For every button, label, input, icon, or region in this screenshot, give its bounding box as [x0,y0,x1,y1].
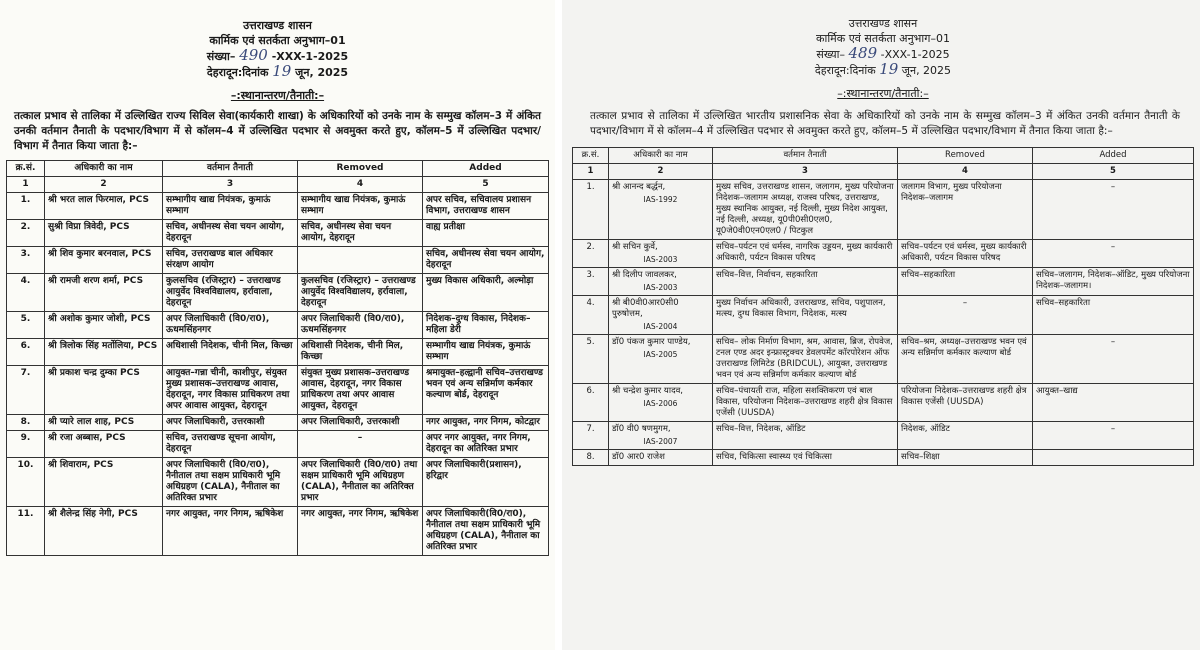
row-officer-name-text: श्री प्यारे लाल शाह, PCS [48,417,135,427]
row-removed [898,384,1033,422]
row-added [1033,450,1194,466]
row-officer-name [45,507,163,556]
row-serial-text: 2. [20,222,31,232]
row-serial-text: 4. [586,298,595,308]
header-block [6,18,549,80]
column-number-row [7,177,549,193]
row-officer-name [45,415,163,431]
row-batch: IAS-2005 [643,350,678,359]
col-header: Removed [298,161,423,177]
department: कार्मिक एवं सतर्कता अनुभाग–01 [816,32,950,45]
row-removed-text: सचिव–सहकारिता [901,270,956,280]
transfer-table [6,160,549,556]
row-added [423,339,549,366]
row-removed [298,339,423,366]
date-line [6,64,549,80]
row-officer-name [609,450,713,466]
table-row [573,450,1194,466]
date-handwritten-day: 19 [272,62,292,80]
row-officer-name [609,422,713,450]
row-serial-text: 9. [20,433,31,443]
row-serial-text: 6. [20,341,31,351]
row-serial [7,339,45,366]
row-serial-text: 5. [586,337,595,347]
table-row [7,220,549,247]
row-removed [298,274,423,312]
row-removed [898,296,1033,335]
row-serial [7,366,45,415]
row-current-posting-text: नगर आयुक्त, नगर निगम, ऋषिकेश [166,509,284,519]
date-suffix: जून, 2025 [901,64,952,77]
row-added [423,193,549,220]
row-officer-name-text: श्री चन्द्रेश कुमार यादव, [612,386,684,396]
row-added [1033,384,1194,422]
row-current-posting-text: सचिव–पंचायती राज, महिला सशक्तिकरण एवं बाल विकास, परियोजना निदेशक–उत्तराखण्ड शहरी क्षेत्र विकास एजेंसी (UUSDA) [716,386,893,418]
table-row [7,274,549,312]
row-serial-text: 1. [586,182,595,192]
row-officer-name-text: श्री त्रिलोक सिंह मर्तोलिया, PCS [48,341,158,351]
col-number: 2 [45,177,163,193]
row-current-posting [713,296,898,335]
row-current-posting-text: सचिव, उत्तराखण्ड बाल अधिकार संरक्षण आयोग [166,249,273,270]
row-serial-text: 11. [17,509,34,519]
date-prefix: देहरादून:दिनांक [206,66,269,79]
row-removed-text: सचिव, अधीनस्थ सेवा चयन आयोग, देहरादून [301,222,392,243]
row-serial [7,247,45,274]
subject-line: –:स्थानान्तरण/तैनाती:– [837,87,929,100]
row-serial-text: 8. [20,417,31,427]
row-serial [7,431,45,458]
row-removed [898,240,1033,268]
col-header: वर्तमान तैनाती [163,161,298,177]
row-serial-text: 8. [586,452,595,462]
row-current-posting [163,458,298,507]
table-row [7,431,549,458]
row-removed-text: कुलसचिव (रजिस्ट्रार) – उत्तराखण्ड आयुर्वेद विश्वविद्यालय, हर्रावाला, देहरादून [301,276,416,308]
row-officer-name [609,180,713,240]
subject-line: –:स्थानान्तरण/तैनाती:– [230,89,325,102]
row-added [1033,335,1194,384]
row-removed [898,422,1033,450]
table-header-row [573,148,1194,164]
row-serial [573,384,609,422]
row-officer-name [45,193,163,220]
row-removed [898,180,1033,240]
row-serial [573,268,609,296]
row-current-posting [163,220,298,247]
row-added-text: सचिव–सहकारिता [1036,298,1091,308]
row-batch: IAS-2004 [643,322,678,331]
row-current-posting [713,335,898,384]
row-current-posting [713,268,898,296]
row-officer-name [45,431,163,458]
table-header-row [7,161,549,177]
row-officer-name-text: श्री अशोक कुमार जोशी, PCS [48,314,151,324]
row-serial-text: 7. [20,368,31,378]
row-current-posting-text: सचिव–वित्त, निर्वाचन, सहकारिता [716,270,818,280]
row-serial-text: 3. [586,270,595,280]
column-number-row [573,164,1194,180]
intro-paragraph: तत्काल प्रभाव से तालिका में उल्लिखित भारतीय प्रशासनिक सेवा के अधिकारियों को उनके नाम के सम्मुख कॉलम–3 में अंकित उनकी वर्तमान तैनाती के पदभार/विभाग में से कॉलम–4 में उल्लिखित पदभार से अवमुक्त करते हुए, कॉलम–5 में उल्लिखित पदभार/विभाग में तैनात किया जाता है:– [590,110,1180,137]
col-number: 2 [609,164,713,180]
row-current-posting-text: अपर जिलाधिकारी (वि0/रा0), नैनीताल तथा सक्षम प्राधिकारी भूमि अधिग्रहण (CALA), नैनीताल का अतिरिक्त प्रभार [166,460,281,503]
row-current-posting [163,247,298,274]
table-row [573,384,1194,422]
col-number: 5 [1033,164,1194,180]
row-current-posting-text: सचिव– लोक निर्माण विभाग, श्रम, आवास, ब्रिज, रोपवेज, टनल एण्ड अदर इन्फ्रास्ट्रक्चर डेवलपमेंट कॉरपोरेशन ऑफ उत्तराखण्ड लिमिटेड (BRIDCUL), आयुक्त, उत्तराखण्ड भवन एवं अन्य सन्निर्माण कर्मकार कल्याण बोर्ड [716,337,893,380]
row-current-posting [163,312,298,339]
row-serial-text: 6. [586,386,595,396]
row-added [1033,422,1194,450]
col-header: Added [1033,148,1194,164]
intro-paragraph: तत्काल प्रभाव से तालिका में उल्लिखित राज्य सिविल सेवा(कार्यकारी शाखा) के अधिकारियों को उनके नाम के सम्मुख कॉलम–3 में अंकित उनकी वर्तमान तैनाती के पदभार/विभाग में से कॉलम–4 में उल्लिखित पदभार से अवमुक्त करते हुए, कॉलम–5 में उल्लिखित पदभार/विभाग में तैनात किया जाता है:– [14,110,541,152]
row-current-posting [163,274,298,312]
table-row [573,268,1194,296]
row-current-posting [713,180,898,240]
row-officer-name-text: श्री रजा अब्बास, PCS [48,433,126,443]
row-added-text: अपर जिलाधिकारी(वि0/रा0), नैनीताल तथा सक्षम प्राधिकारी भूमि अधिग्रहण (CALA), नैनीताल का अतिरिक्त प्रभार [426,509,541,552]
row-serial-text: 7. [586,424,595,434]
col-header: क्र.सं. [573,148,609,164]
col-header: अधिकारी का नाम [45,161,163,177]
row-current-posting-text: सचिव–पर्यटन एवं धर्मस्व, नागरिक उड्डयन, मुख्य कार्यकारी अधिकारी, पर्यटन विकास परिषद [716,242,893,263]
row-added-text: – [1110,337,1116,347]
row-removed [898,335,1033,384]
date-line [572,62,1194,78]
row-serial-text: 3. [20,249,31,259]
row-serial-text: 5. [20,314,31,324]
row-removed-text: निदेशक, ऑडिट [901,424,950,434]
row-added [423,507,549,556]
row-serial-text: 4. [20,276,31,286]
ref-prefix: संख्या– [816,48,845,61]
row-removed-text: संयुक्त मुख्य प्रशासक–उत्तराखण्ड आवास, देहरादून, नगर विकास प्राधिकरण तथा अपर आवास आयुक्त, देहरादून [301,368,410,411]
row-removed-text: अपर जिलाधिकारी, उत्तरकाशी [301,417,400,427]
date-suffix: जून, 2025 [295,66,349,79]
row-added [423,312,549,339]
col-number: 4 [298,177,423,193]
row-added-text: मुख्य विकास अधिकारी, अल्मोड़ा [426,276,534,286]
row-added-text: सचिव–जलागम, निदेशक–ऑडिट, मुख्य परियोजना निदेशक–जलागम। [1036,270,1190,291]
ref-handwritten-number: 489 [848,44,878,62]
row-removed-text: परियोजना निदेशक–उत्तराखण्ड शहरी क्षेत्र विकास एजेंसी (UUSDA) [901,386,1027,407]
row-officer-name-text: श्री शैलेन्द्र सिंह नेगी, PCS [48,509,138,519]
col-header: अधिकारी का नाम [609,148,713,164]
row-officer-name [45,274,163,312]
row-current-posting-text: सचिव, चिकित्सा स्वास्थ्य एवं चिकित्सा [716,452,833,462]
row-officer-name [45,220,163,247]
row-officer-name-text: डॉ0 आर0 राजेश [612,452,665,462]
row-officer-name [609,335,713,384]
row-officer-name-text: श्री सचिन कुर्वे, [612,242,658,252]
row-added [1033,240,1194,268]
row-added-text: वाह्य प्रतीक्षा [426,222,465,232]
col-header: Removed [898,148,1033,164]
row-removed [298,458,423,507]
row-officer-name [45,339,163,366]
ref-handwritten-number: 490 [239,46,268,64]
row-added-text: सचिव, अधीनस्थ सेवा चयन आयोग, देहरादून [426,249,545,270]
row-officer-name [609,384,713,422]
row-added [1033,296,1194,335]
row-added [1033,268,1194,296]
row-removed [298,431,423,458]
col-header: क्र.सं. [7,161,45,177]
row-serial [7,274,45,312]
row-officer-name-text: डॉ0 वी0 षणमुगम, [612,424,671,434]
row-current-posting [713,422,898,450]
row-current-posting-text: सचिव, उत्तराखण्ड सूचना आयोग, देहरादून [166,433,276,454]
table-row [7,458,549,507]
row-current-posting-text: अपर जिलाधिकारी, उत्तरकाशी [166,417,265,427]
row-serial [7,507,45,556]
table-row [7,339,549,366]
row-current-posting [713,240,898,268]
row-removed [298,312,423,339]
row-serial [7,458,45,507]
row-officer-name-text: डॉ0 पंकज कुमार पाण्डेय, [612,337,691,347]
row-added [423,274,549,312]
row-added-text: – [1110,242,1116,252]
row-officer-name-text: श्री शिव कुमार बरनवाल, PCS [48,249,152,259]
row-officer-name [45,247,163,274]
row-removed-text: जलागम विभाग, मुख्य परियोजना निदेशक–जलागम [901,182,1002,203]
row-serial-text: 1. [20,195,31,205]
row-current-posting [163,431,298,458]
row-added [423,247,549,274]
date-prefix: देहरादून:दिनांक [814,64,876,77]
row-current-posting [713,384,898,422]
page-divider [555,0,562,650]
ref-suffix: -XXX-1-2025 [271,50,349,63]
row-current-posting-text: आयुक्त–गन्ना चीनी, काशीपुर, संयुक्त मुख्य प्रशासक–उत्तराखण्ड आवास, देहरादून, नगर विकास प्राधिकरण तथा अपर आवास आयुक्त, देहरादून [166,368,290,411]
header-block [572,16,1194,78]
row-added [423,458,549,507]
row-officer-name-text: श्री शिवाराम, PCS [48,460,114,470]
row-removed [298,415,423,431]
row-removed [298,193,423,220]
row-officer-name [45,458,163,507]
row-removed [898,268,1033,296]
row-officer-name-text: श्री दिलीप जावलकर, [612,270,677,280]
table-row [7,366,549,415]
row-serial [573,422,609,450]
row-removed-text: सम्भागीय खाद्य नियंत्रक, कुमाऊं सम्भाग [301,195,406,216]
row-serial [7,415,45,431]
row-current-posting [713,450,898,466]
table-row [7,507,549,556]
row-serial [573,240,609,268]
row-removed-text: सचिव–श्रम, अध्यक्ष–उत्तराखण्ड भवन एवं अन्य सन्निर्माण कर्मकार कल्याण बोर्ड [901,337,1027,358]
row-officer-name [45,366,163,415]
table-row [573,335,1194,384]
row-serial [7,220,45,247]
row-current-posting [163,339,298,366]
row-added [423,415,549,431]
gov-title: उत्तराखण्ड शासन [243,19,312,32]
row-officer-name-text: श्री प्रकाश चन्द्र दुम्का PCS [48,368,140,378]
row-removed [298,366,423,415]
ref-suffix: -XXX-1-2025 [880,48,950,61]
row-batch: IAS-2003 [643,255,678,264]
department: कार्मिक एवं सतर्कता अनुभाग–01 [209,34,346,47]
table-row [573,180,1194,240]
row-officer-name [45,312,163,339]
col-number: 1 [573,164,609,180]
transfer-table [572,147,1194,466]
row-serial [7,193,45,220]
row-batch: IAS-2007 [643,437,678,446]
row-current-posting-text: अधिशासी निदेशक, चीनी मिल, किच्छा [166,341,293,351]
row-serial [573,180,609,240]
row-added-text: अपर जिलाधिकारी(प्रशासन), हरिद्वार [426,460,522,481]
row-officer-name [609,268,713,296]
row-removed-text: – [357,433,363,443]
row-current-posting [163,415,298,431]
row-officer-name [609,296,713,335]
row-current-posting-text: सचिव, अधीनस्थ सेवा चयन आयोग, देहरादून [166,222,285,243]
col-header: Added [423,161,549,177]
row-removed-text: नगर आयुक्त, नगर निगम, ऋषिकेश [301,509,419,519]
row-officer-name [609,240,713,268]
row-current-posting-text: मुख्य निर्वाचन अधिकारी, उत्तराखण्ड, सचिव, पशुपालन, मत्स्य, दुग्ध विकास विभाग, निदेशक, मत्स्य [716,298,886,319]
document-left [0,0,555,650]
row-added-text: – [1110,424,1116,434]
row-serial-text: 10. [17,460,34,470]
row-current-posting-text: सचिव–वित्त, निदेशक, ऑडिट [716,424,806,434]
table-row [7,415,549,431]
col-header: वर्तमान तैनाती [713,148,898,164]
gov-title: उत्तराखण्ड शासन [848,17,918,30]
row-removed-text: – [962,298,968,308]
row-removed [298,220,423,247]
row-removed-text: अधिशासी निदेशक, चीनी मिल, किच्छा [301,341,404,362]
col-number: 4 [898,164,1033,180]
row-current-posting [163,193,298,220]
row-serial [573,335,609,384]
document-right [562,0,1200,650]
row-added-text: नगर आयुक्त, नगर निगम, कोटद्वार [426,417,540,427]
row-removed-text: अपर जिलाधिकारी (वि0/रा0) तथा सक्षम प्राधिकारी भूमि अधिग्रहण (CALA), नैनीताल का अतिरिक्त प्रभार [301,460,418,503]
row-current-posting [163,507,298,556]
date-handwritten-day: 19 [879,60,899,78]
row-current-posting-text: अपर जिलाधिकारी (वि0/रा0), ऊधमसिंहनगर [166,314,270,335]
row-removed-text: अपर जिलाधिकारी (वि0/रा0), ऊधमसिंहनगर [301,314,405,335]
row-batch: IAS-2006 [643,399,678,408]
row-added-text: अपर सचिव, सचिवालय प्रशासन विभाग, उत्तराखण्ड शासन [426,195,532,216]
row-officer-name-text: श्री आनन्द बर्द्धन, [612,182,666,192]
row-added-text: अपर नगर आयुक्त, नगर निगम, देहरादून का अतिरिक्त प्रभार [426,433,531,454]
row-removed-text: सचिव–शिक्षा [901,452,940,462]
row-added-text: सम्भागीय खाद्य नियंत्रक, कुमाऊं सम्भाग [426,341,531,362]
row-officer-name-text: श्री बी0वी0आर0सी0 पुरुषोत्तम, [612,298,679,319]
row-current-posting-text: सम्भागीय खाद्य नियंत्रक, कुमाऊं सम्भाग [166,195,271,216]
row-current-posting-text: कुलसचिव (रजिस्ट्रार) – उत्तराखण्ड आयुर्वेद विश्वविद्यालय, हर्रावाला, देहरादून [166,276,281,308]
row-removed [298,507,423,556]
col-number: 3 [163,177,298,193]
row-serial [573,450,609,466]
row-serial [573,296,609,335]
row-batch: IAS-2003 [643,283,678,292]
row-added-text: आयुक्त–खाद्य [1036,386,1078,396]
row-removed [898,450,1033,466]
row-serial-text: 2. [586,242,595,252]
row-added-text: – [1110,182,1116,192]
row-officer-name-text: श्री रामजी शरण शर्मा, PCS [48,276,144,286]
row-officer-name-text: श्री भरत लाल फिरमाल, PCS [48,195,149,205]
table-row [7,312,549,339]
row-serial [7,312,45,339]
row-officer-name-text: सुश्री विप्रा त्रिवेदी, PCS [48,222,130,232]
row-added [423,431,549,458]
table-row [7,247,549,274]
row-added-text: श्रमायुक्त–हल्द्वानी सचिव–उत्तराखण्ड भवन एवं अन्य सन्निर्माण कर्मकार कल्याण बोर्ड, देहरादून [426,368,543,400]
row-current-posting [163,366,298,415]
table-row [7,193,549,220]
row-removed-text: सचिव–पर्यटन एवं धर्मस्व, मुख्य कार्यकारी अधिकारी, पर्यटन विकास परिषद [901,242,1027,263]
row-current-posting-text: मुख्य सचिव, उत्तराखण्ड शासन, जलागम, मुख्य परियोजना निदेशक–जलागम अध्यक्ष, राजस्व परिषद, उत्तराखण्ड, मुख्य स्थानिक आयुक्त, नई दिल्ली, मुख्य निदेश आयुक्त, नई दिल्ली, अध्यक्ष, यू0पी0सी0एल0, यू0जे0वी0एन0एल0 / पिटकुल [716,182,894,236]
ref-prefix: संख्या– [206,50,236,63]
table-row [573,422,1194,450]
col-number: 5 [423,177,549,193]
row-batch: IAS-1992 [643,195,678,204]
row-added [423,366,549,415]
row-added [1033,180,1194,240]
col-number: 1 [7,177,45,193]
table-row [573,240,1194,268]
row-added-text: निदेशक–दुग्ध विकास, निदेशक–महिला डेरी [426,314,531,335]
table-row [573,296,1194,335]
row-added [423,220,549,247]
col-number: 3 [713,164,898,180]
row-removed [298,247,423,274]
